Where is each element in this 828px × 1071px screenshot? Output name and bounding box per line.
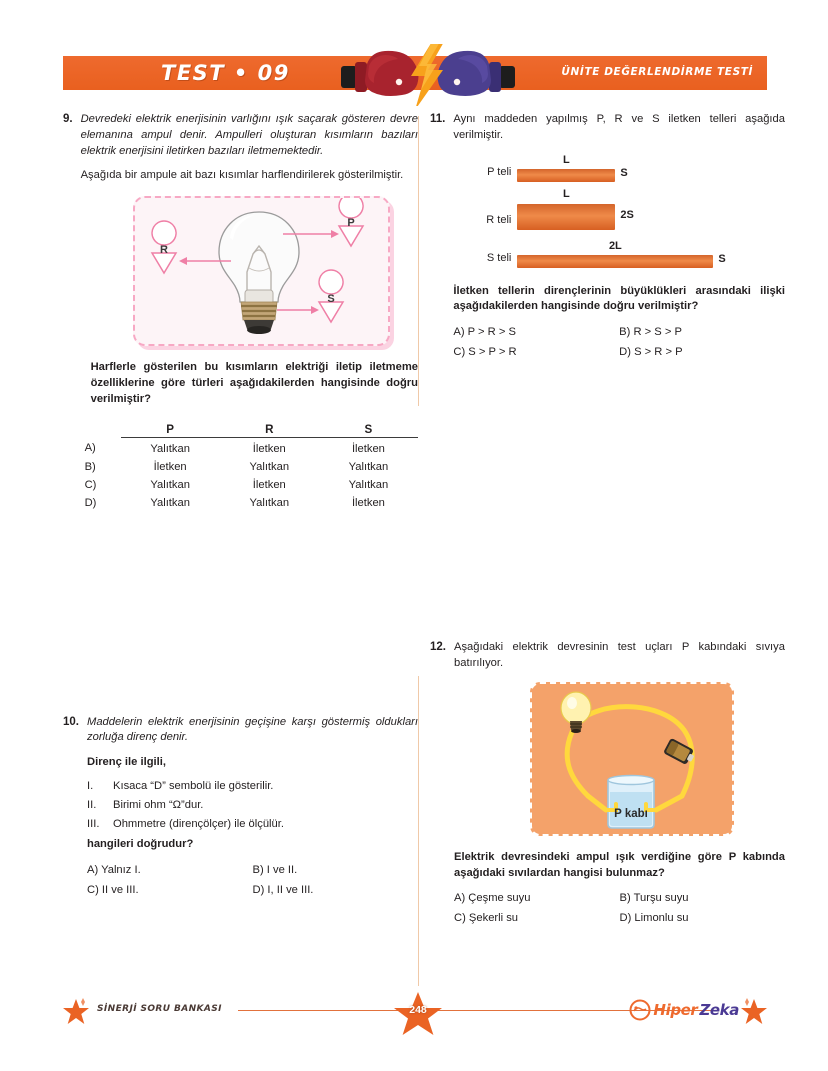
wire-row-p (463, 153, 785, 182)
table-row[interactable] (81, 492, 418, 510)
cell: Yalıtkan (150, 478, 190, 491)
brand-text-hiper: Hiper (653, 1001, 698, 1019)
footer-book-title: SİNERJİ SORU BANKASI (97, 1004, 222, 1014)
column-divider-top (418, 116, 419, 406)
wire-length-label-r: L (562, 187, 570, 200)
list-item-number: II. (87, 798, 97, 811)
circuit-diagram (532, 684, 728, 830)
wire-bar-s (517, 255, 713, 268)
table-col-r: R (220, 422, 319, 438)
list-item (87, 799, 418, 811)
cell: Yalıtkan (249, 496, 290, 509)
svg-text:P: P (346, 217, 355, 230)
question-12-options (454, 892, 785, 924)
brain-logo-icon (629, 999, 651, 1021)
row-label-b: B) (84, 460, 96, 473)
lightbulb-diagram (135, 198, 384, 340)
option-a[interactable]: A) P > R > S (453, 326, 516, 339)
question-12 (430, 640, 785, 924)
svg-text:S: S (326, 293, 335, 306)
list-item-text: Kısaca “D” sembolü ile gösterilir. (113, 779, 274, 792)
question-11-options (453, 326, 785, 358)
question-11-prompt: İletken tellerin dirençlerinin büyüklükleri arasındaki ilişki aşağıdakilerden hangisinde doğru verilmiştir? (453, 284, 785, 313)
question-10-paragraph-1: Maddelerin elektrik enerjisinin geçişine karşı göstermiş oldukları zorluğa direnç denir. (87, 715, 418, 744)
table-header-row (81, 422, 418, 438)
list-item-number: III. (87, 817, 100, 830)
option-a[interactable]: A) Çeşme suyu (454, 892, 531, 905)
option-c[interactable]: C) II ve III. (87, 883, 139, 896)
column-divider-bottom (418, 676, 419, 986)
wire-cross-label-p: S (620, 166, 628, 179)
question-9-bulb-figure (133, 196, 390, 346)
question-9-number: 9. (63, 113, 73, 125)
question-12-number: 12. (430, 641, 446, 654)
cell: İletken (351, 496, 385, 509)
cell: Yalıtkan (150, 442, 190, 455)
cell: İletken (351, 442, 385, 455)
cell: Yalıtkan (348, 478, 389, 491)
star-icon-right (741, 998, 767, 1028)
row-label-c: C) (84, 478, 97, 491)
option-d[interactable]: D) I, II ve III. (252, 883, 314, 896)
question-11-number: 11. (430, 113, 446, 125)
wire-length-label-p: L (562, 153, 570, 166)
cell: İletken (252, 442, 286, 455)
question-9-prompt: Harflerle gösterilen bu kısımların elektriği iletip iletmeme özelliklerine göre türleri aşağıdakilerden hangisinde doğru verilmiştir? (90, 361, 418, 405)
table-row[interactable] (81, 474, 418, 492)
test-number-label: TEST • 09 (161, 61, 290, 85)
question-11-wire-figure (463, 153, 785, 268)
option-c[interactable]: C) Şekerli su (454, 912, 519, 925)
beaker-label: P kabı (614, 807, 648, 820)
option-c[interactable]: C) S > P > R (453, 346, 517, 359)
wire-row-r (463, 187, 785, 230)
wire-bar-p (517, 169, 615, 182)
question-9-paragraph-2: Aşağıda bir ampule ait bazı kısımlar harflendirilerek gösterilmiştir. (80, 169, 404, 182)
question-10-roman-list (87, 780, 418, 830)
page-number: 248 (409, 1004, 427, 1016)
table-col-s: S (319, 422, 418, 438)
unit-test-label: ÜNİTE DEĞERLENDİRME TESTİ (561, 66, 753, 78)
list-item-text: Birimi ohm “Ω”dur. (113, 798, 204, 811)
page-header (63, 52, 767, 94)
question-12-paragraph-1: Aşağıdaki elektrik devresinin test uçları P kabındaki sıvıya batırılıyor. (454, 641, 785, 669)
option-a[interactable]: A) Yalnız I. (87, 863, 141, 876)
cell: İletken (153, 460, 187, 473)
cell: Yalıtkan (249, 460, 290, 473)
question-10-prompt: hangileri doğrudur? (87, 837, 194, 850)
wire-bar-r (517, 204, 615, 230)
cell: Yalıtkan (150, 496, 190, 509)
row-label-a: A) (84, 442, 96, 455)
list-item (87, 818, 418, 830)
list-item (87, 780, 418, 792)
cell: Yalıtkan (348, 460, 389, 473)
question-12-circuit-figure (530, 682, 734, 836)
list-item-number: I. (87, 779, 94, 792)
prompt-part-1: Elektrik devresindeki ampul ışık verdiğine göre P kabında aşağıdaki sıvılardan hangisi (454, 850, 785, 879)
prompt-underlined: bulunmaz (605, 866, 658, 879)
wire-name-p: P teli (487, 165, 512, 178)
row-label-d: D) (84, 496, 97, 509)
question-10-number: 10. (63, 715, 79, 728)
question-9 (63, 112, 418, 510)
question-9-answer-table (81, 422, 418, 510)
wire-cross-label-r: 2S (620, 208, 634, 221)
question-9-paragraph-1: Devredeki elektrik enerjisinin varlığını ışık saçarak gösteren devre elemanına ampul denir. Ampulleri oluşturan kısımların bazıları elektrik enerjisini iletirken bazıları iletmemektedir. (80, 113, 418, 157)
page-footer (63, 995, 767, 1031)
table-row[interactable] (81, 437, 418, 456)
wire-name-r: R teli (486, 213, 512, 226)
option-b[interactable]: B) Turşu suyu (619, 892, 689, 905)
option-d[interactable]: D) Limonlu su (619, 912, 689, 925)
svg-text:R: R (159, 244, 168, 257)
wire-length-label-s: 2L (608, 239, 622, 252)
star-icon-left (63, 998, 89, 1028)
cell: İletken (252, 478, 286, 491)
table-row[interactable] (81, 456, 418, 474)
left-column (63, 112, 418, 896)
wire-name-s: S teli (486, 251, 512, 264)
question-10-subhead: Direnç ile ilgili, (87, 756, 166, 769)
option-b[interactable]: B) R > S > P (619, 326, 682, 339)
list-item-text: Ohmmetre (dirençölçer) ile ölçülür. (113, 817, 284, 830)
wire-cross-label-s: S (718, 252, 726, 265)
right-column (430, 112, 785, 924)
wire-row-s (463, 239, 785, 268)
publisher-logo (629, 999, 739, 1021)
option-d[interactable]: D) S > R > P (619, 346, 683, 359)
option-b[interactable]: B) I ve II. (252, 863, 298, 876)
boxing-gloves-icon (333, 44, 523, 106)
table-col-p: P (121, 422, 220, 438)
question-11-paragraph-1: Aynı maddeden yapılmış P, R ve S iletken telleri aşağıda verilmiştir. (453, 113, 785, 141)
prompt-part-2: ? (657, 866, 665, 879)
question-10-options (87, 864, 418, 896)
question-11 (430, 112, 785, 358)
question-12-prompt (454, 850, 785, 882)
question-10 (63, 715, 418, 896)
brand-text-zeka: Zeka (699, 1001, 739, 1019)
